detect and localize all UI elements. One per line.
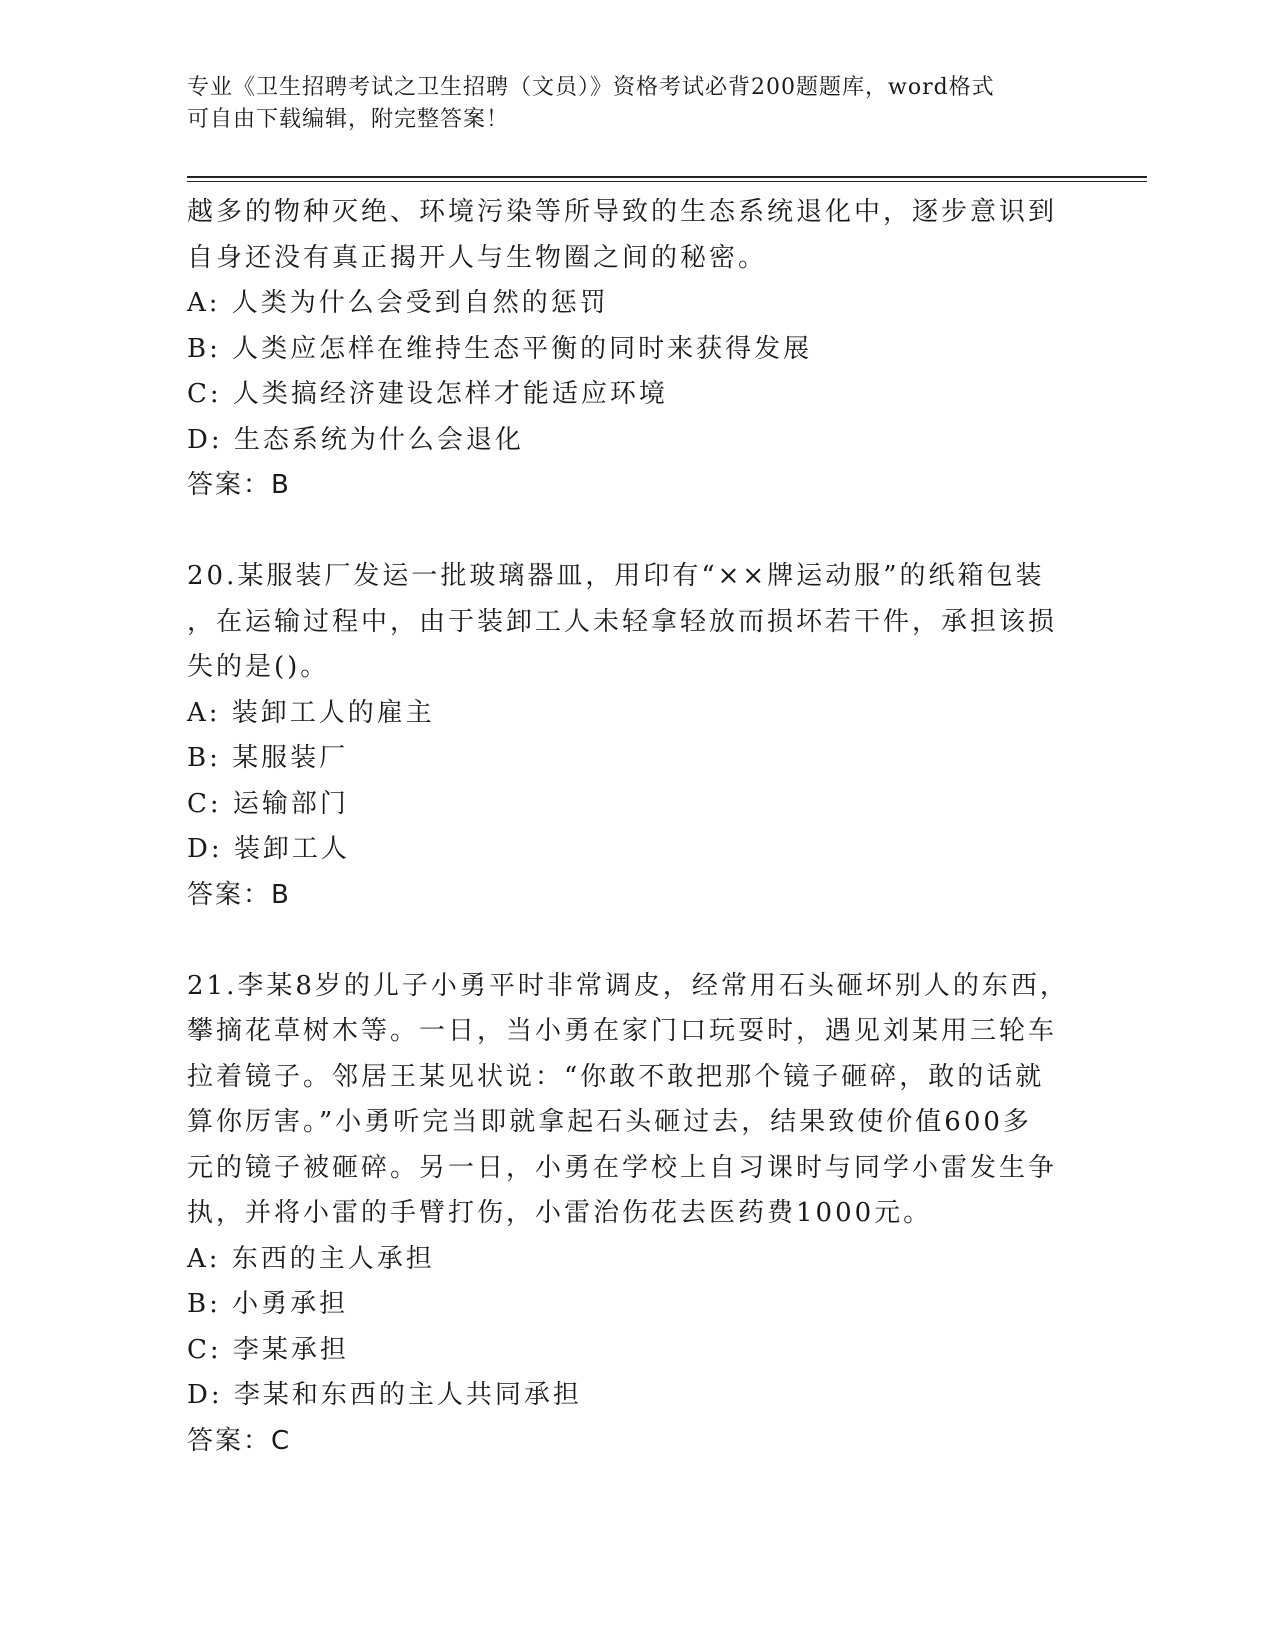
option-a: A: 人类为什么会受到自然的惩罚 (187, 288, 609, 318)
option-d: D: 李某和东西的主人共同承担 (187, 1380, 582, 1410)
question-stem-line: 失的是()。 (187, 652, 330, 682)
question-stem-line: 越多的物种灭绝、环境污染等所导致的生态系统退化中，逐步意识到 (187, 197, 1058, 227)
question-stem-line: 20.某服装厂发运一批玻璃器皿，用印有“××牌运动服”的纸箱包装 (187, 561, 1045, 591)
question-19 (187, 190, 1067, 509)
question-stem-line: 元的镜子被砸碎。另一日，小勇在学校上自习课时与同学小雷发生争 (187, 1152, 1058, 1183)
question-stem-line: 执，并将小雷的手臂打伤，小雷治伤花去医药费1000元。 (187, 1198, 933, 1228)
question-20 (187, 554, 1067, 918)
option-b: B: 某服装厂 (187, 743, 349, 773)
header-line-2: 可自由下载编辑，附完整答案！ (187, 107, 510, 132)
question-stem-line: 拉着镜子。邻居王某见状说：“你敢不敢把那个镜子砸碎，敢的话就 (187, 1061, 1045, 1092)
option-d: D: 装卸工人 (187, 834, 350, 864)
question-spacer (187, 918, 1067, 964)
option-a: A: 东西的主人承担 (187, 1243, 435, 1274)
option-c: C: 李某承担 (187, 1334, 349, 1365)
question-spacer (187, 509, 1067, 555)
question-stem-line: 自身还没有真正揭开人与生物圈之间的秘密。 (187, 242, 768, 273)
page-content (187, 190, 1067, 1464)
question-stem-line: 算你厉害。”小勇听完当即就拿起石头砸过去，结果致使价值600多 (187, 1107, 1032, 1137)
option-d: D: 生态系统为什么会退化 (187, 424, 524, 455)
option-a: A: 装卸工人的雇主 (187, 697, 435, 728)
answer: 答案：C (187, 1425, 292, 1456)
option-c: C: 人类搞经济建设怎样才能适应环境 (187, 379, 668, 409)
document-header (187, 72, 1067, 136)
question-21 (187, 964, 1067, 1465)
option-b: B: 小勇承担 (187, 1289, 349, 1319)
option-c: C: 运输部门 (187, 788, 349, 819)
question-stem-line: 攀摘花草树木等。一日，当小勇在家门口玩耍时，遇见刘某用三轮车 (187, 1016, 1058, 1046)
header-divider-thin (187, 181, 1147, 182)
answer: 答案：B (187, 879, 291, 910)
header-line-1: 专业《卫生招聘考试之卫生招聘（文员）》资格考试必背200题题库，word格式 (187, 75, 995, 100)
option-b: B: 人类应怎样在维持生态平衡的同时来获得发展 (187, 333, 813, 364)
question-stem-line: 21.李某8岁的儿子小勇平时非常调皮，经常用石头砸坏别人的东西， (187, 970, 1069, 1001)
question-stem-line: ，在运输过程中，由于装卸工人未轻拿轻放而损坏若干件，承担该损 (187, 606, 1058, 637)
answer: 答案：B (187, 470, 291, 500)
header-divider-thick (187, 176, 1147, 178)
